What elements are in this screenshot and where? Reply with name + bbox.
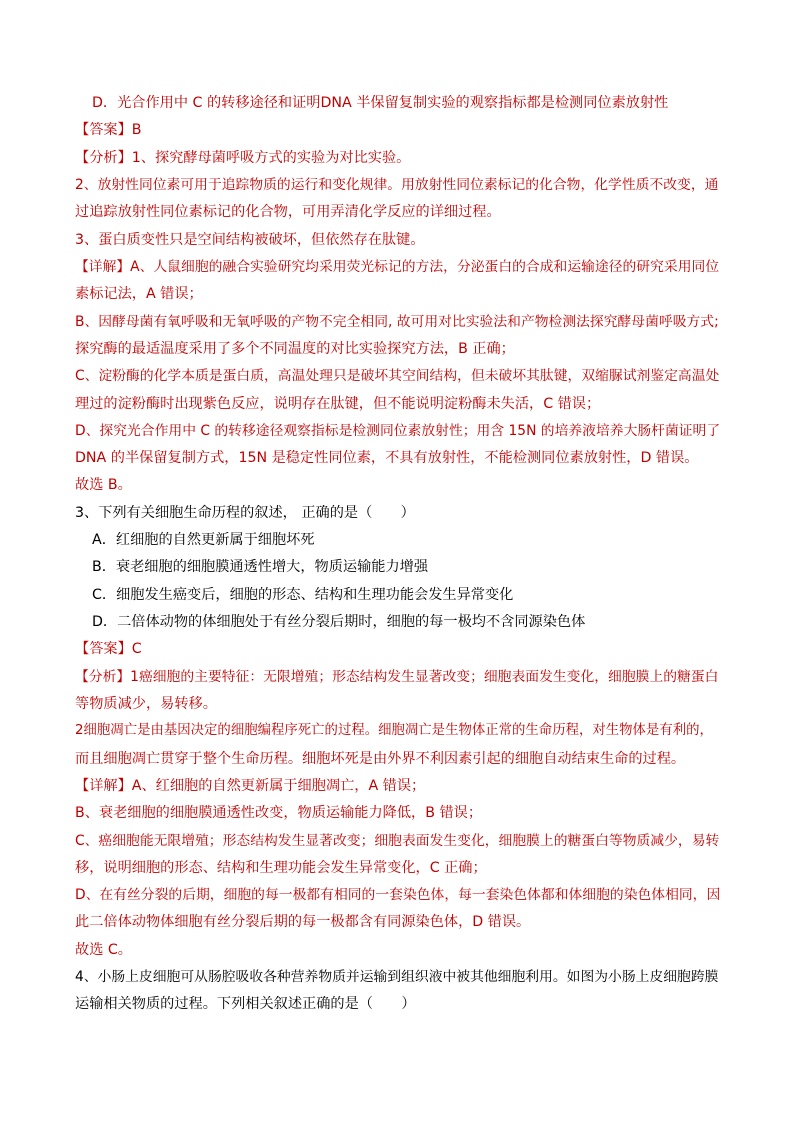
q2-detail-b2: 探究酶的最适温度采用了多个不同温度的对比实验探究方法，B 正确； xyxy=(75,341,515,357)
q2-analysis-1: 【分析】1、探究酵母菌呼吸方式的实验为对比实验。 xyxy=(75,150,411,166)
q3-option-d: D．二倍体动物的体细胞处于有丝分裂后期时，细胞的每一极均不含同源染色体 xyxy=(92,614,586,630)
q2-detail-b1: B、因酵母菌有氧呼吸和无氧呼吸的产物不完全相同, 故可用对比实验法和产物检测法探究酵母菌呼吸方式; xyxy=(75,314,719,330)
q3-option-c: C．细胞发生癌变后，细胞的形态、结构和生理功能会发生异常变化 xyxy=(92,587,514,603)
q3-detail-c2: 移，说明细胞的形态、结构和生理功能会发生异常变化，C 正确； xyxy=(75,860,487,876)
q3-analysis-1a: 【分析】1癌细胞的主要特征：无限增殖；形态结构发生显著改变；细胞表面发生变化，细胞膜上的糖蛋白 xyxy=(75,669,719,685)
q3-answer: 【答案】C xyxy=(75,641,142,657)
q3-analysis-1b: 等物质减少，易转移。 xyxy=(75,696,217,712)
q2-detail-a1: 【详解】A、人鼠细胞的融合实验研究均采用荧光标记的方法，分泌蛋白的合成和运输途径的研究采用同位 xyxy=(75,259,720,275)
q3-detail-d1: D、在有丝分裂的后期，细胞的每一极都有相同的一套染色体，每一套染色体都和体细胞的染色体相同，因 xyxy=(75,887,721,903)
q3-stem: 3、下列有关细胞生命历程的叙述， 正确的是（ ） xyxy=(75,505,415,521)
q2-detail-c2: 理过的淀粉酶时出现紫色反应，说明存在肽键，但不能说明淀粉酶未失活，C 错误； xyxy=(75,396,601,412)
q3-option-a: A．红细胞的自然更新属于细胞坏死 xyxy=(92,532,315,548)
q2-detail-d2: DNA 的半保留复制方式，15N 是稳定性同位素，不具有放射性，不能检测同位素放射性，D 错误。 xyxy=(75,450,699,466)
q4-stem-line-1: 4、小肠上皮细胞可从肠腔吸收各种营养物质并运输到组织液中被其他细胞利用。如图为小肠上皮细胞跨膜 xyxy=(75,969,719,985)
q2-option-d: D．光合作用中 C 的转移途径和证明DNA 半保留复制实验的观察指标都是检测同位素放射性 xyxy=(92,95,669,111)
q2-detail-a2: 素标记法，A 错误； xyxy=(75,286,203,302)
q2-analysis-2b: 过追踪放射性同位素标记的化合物，可用弄清化学反应的详细过程。 xyxy=(75,204,501,220)
q4-stem-line-2: 运输相关物质的过程。下列相关叙述正确的是（ ） xyxy=(75,996,416,1012)
q3-detail-c1: C、癌细胞能无限增殖；形态结构发生显著改变；细胞表面发生变化，细胞膜上的糖蛋白等物质减少，易转 xyxy=(75,833,720,849)
q2-analysis-2a: 2、放射性同位素可用于追踪物质的运行和变化规律。用放射性同位素标记的化合物，化学性质不改变，通 xyxy=(75,177,719,193)
q2-detail-c1: C、淀粉酶的化学本质是蛋白质，高温处理只是破坏其空间结构，但未破坏其肽键，双缩脲试剂鉴定高温处 xyxy=(75,368,720,384)
q3-analysis-2a: 2细胞凋亡是由基因决定的细胞编程序死亡的过程。细胞凋亡是生物体正常的生命历程，对生物体是有利的， xyxy=(75,723,713,738)
q2-analysis-3: 3、蛋白质变性只是空间结构被破坏，但依然存在肽键。 xyxy=(75,232,425,248)
q2-answer: 【答案】B xyxy=(75,122,142,138)
q2-conclusion: 故选 B。 xyxy=(75,477,132,493)
q3-detail-d2: 此二倍体动物体细胞有丝分裂后期的每一极都含有同源染色体，D 错误。 xyxy=(75,914,531,930)
q3-conclusion: 故选 C。 xyxy=(75,942,132,958)
q3-detail-a: 【详解】A、红细胞的自然更新属于细胞凋亡，A 错误； xyxy=(75,778,426,794)
q3-analysis-2b: 而且细胞凋亡贯穿于整个生命历程。细胞坏死是由外界不利因素引起的细胞自动结束生命的过程。 xyxy=(75,751,686,767)
q3-option-b: B．衰老细胞的细胞膜通透性增大，物质运输能力增强 xyxy=(92,559,429,575)
q3-detail-b: B、衰老细胞的细胞膜通透性改变，物质运输能力降低，B 错误； xyxy=(75,805,483,821)
q2-detail-d1: D、探究光合作用中 C 的转移途径观察指标是检测同位素放射性；用含 15N 的培养液培养大肠杆菌证明了 xyxy=(75,423,721,439)
